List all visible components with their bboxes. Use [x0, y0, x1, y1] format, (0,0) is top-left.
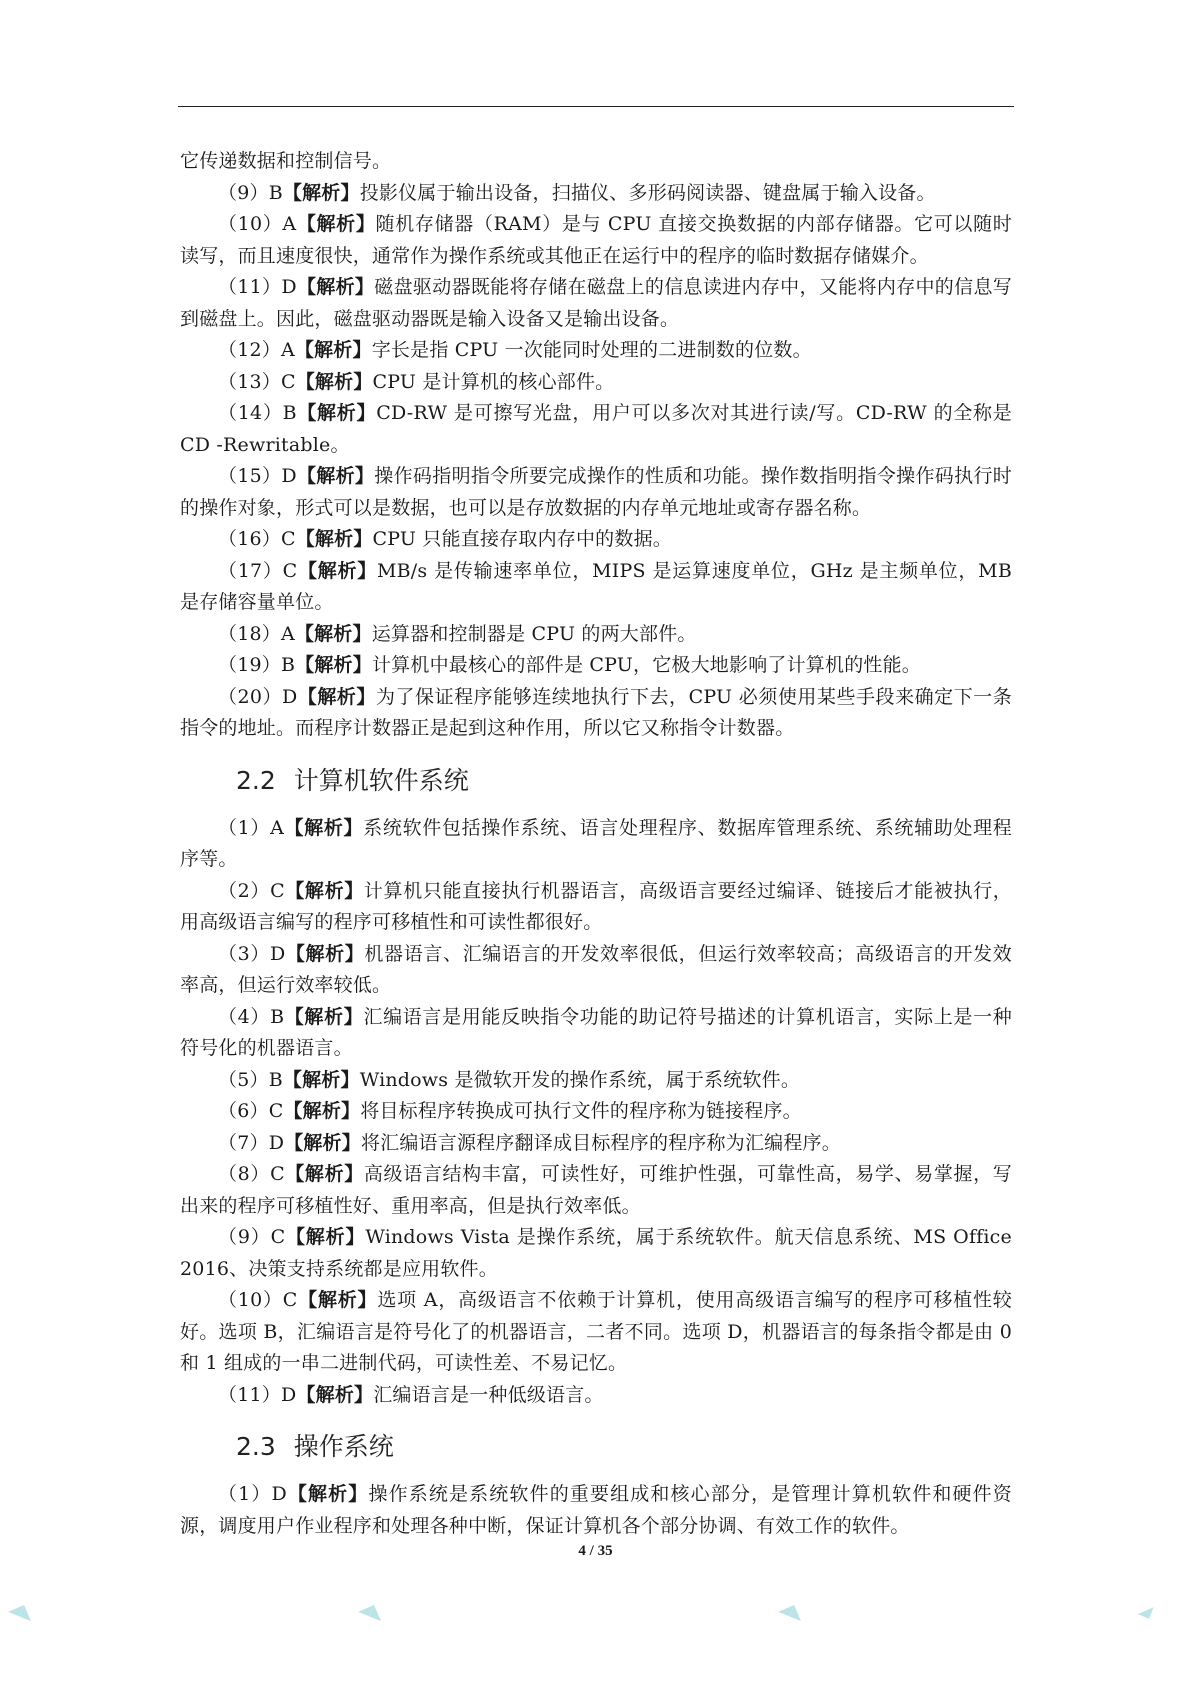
- analysis-tag: 【解析】: [282, 1068, 360, 1091]
- answer-letter: C: [280, 370, 296, 393]
- answer-item: [180, 1479, 1012, 1542]
- section-heading-2-2: [180, 761, 1012, 801]
- analysis-tag: 【解析】: [284, 1163, 364, 1185]
- analysis-tag: 【解析】: [295, 528, 373, 550]
- item-number: （1）: [218, 816, 271, 839]
- analysis-tag: 【解析】: [296, 465, 375, 487]
- answer-letter: C: [282, 559, 298, 582]
- analysis-text: 汇编语言是用能反映指令功能的助记符号描述的计算机语言，实际上是一种符号化的机器语言。: [180, 1005, 1012, 1059]
- analysis-text: Windows Vista 是操作系统，属于系统软件。航天信息系统、MS Office 2016、决策支持系统都是应用软件。: [180, 1226, 1012, 1280]
- analysis-tag: 【解析】: [297, 685, 376, 708]
- analysis-tag: 【解析】: [282, 181, 360, 204]
- answer-letter: D: [271, 1483, 287, 1505]
- page-body: [180, 146, 1012, 1542]
- analysis-text: CPU 只能直接存取内存中的数据。: [372, 528, 672, 550]
- item-number: （20）: [218, 685, 282, 708]
- answer-letter: A: [280, 339, 295, 361]
- answer-item: [180, 367, 1012, 399]
- answer-item: [180, 1002, 1012, 1065]
- analysis-tag: 【解析】: [295, 370, 373, 393]
- header-rule: [178, 106, 1014, 107]
- page-number: 4 / 35: [578, 1543, 613, 1559]
- analysis-text: 选项 A，高级语言不依赖于计算机，使用高级语言编写的程序可移植性较好。选项 B，汇编语言是符号化了的机器语言，二者不同。选项 D，机器语言的每条指令都是由 0 和 1 组成的一串二进制代码，可读性差、不易记忆。: [180, 1289, 1012, 1374]
- item-number: （15）: [218, 465, 282, 487]
- answer-letter: D: [280, 1383, 297, 1406]
- analysis-text: 操作系统是系统软件的重要组成和核心部分，是管理计算机软件和硬件资源，调度用户作业程序和处理各种中断，保证计算机各个部分协调、有效工作的软件。: [180, 1483, 1012, 1537]
- analysis-tag: 【解析】: [285, 942, 365, 965]
- answer-letter: B: [270, 1005, 285, 1028]
- watermark-logo: ◢◣: [357, 1596, 388, 1623]
- analysis-tag: 【解析】: [295, 654, 372, 676]
- analysis-tag: 【解析】: [283, 1100, 361, 1122]
- analysis-text: 运算器和控制器是 CPU 的两大部件。: [371, 622, 697, 645]
- item-number: （18）: [218, 622, 281, 645]
- watermark-logo: ◢◣: [777, 1596, 808, 1623]
- analysis-tag: 【解析】: [296, 276, 375, 298]
- answer-item: [180, 1065, 1012, 1097]
- answer-item: [180, 650, 1012, 682]
- item-number: （8）: [218, 1163, 271, 1185]
- analysis-tag: 【解析】: [285, 1226, 366, 1248]
- answer-item: [180, 1096, 1012, 1128]
- answer-letter: D: [270, 942, 286, 965]
- item-number: （12）: [218, 339, 281, 361]
- answers-block-1: [180, 178, 1012, 745]
- analysis-tag: 【解析】: [284, 1131, 361, 1154]
- analysis-tag: 【解析】: [284, 1005, 364, 1028]
- analysis-text: CPU 是计算机的核心部件。: [372, 370, 615, 393]
- analysis-tag: 【解析】: [296, 213, 376, 235]
- analysis-text: 操作码指明指令所要完成操作的性质和功能。操作数指明指令操作码执行时的操作对象，形式可以是数据，也可以是存放数据的内存单元地址或寄存器名称。: [180, 465, 1012, 519]
- analysis-text: 计算机中最核心的部件是 CPU，它极大地影响了计算机的性能。: [371, 654, 922, 676]
- item-number: （19）: [218, 654, 281, 676]
- answer-item: [180, 556, 1012, 619]
- answer-item: [180, 876, 1012, 939]
- item-number: （13）: [218, 370, 281, 393]
- analysis-tag: 【解析】: [284, 879, 364, 902]
- analysis-text: MB/s 是传输速率单位，MIPS 是运算速度单位，GHz 是主频单位，MB 是存储容量单位。: [180, 559, 1012, 613]
- section-heading-2-3: [180, 1427, 1012, 1467]
- section-number: 2.2: [236, 765, 276, 795]
- answer-item: [180, 1159, 1012, 1222]
- answer-item: [180, 619, 1012, 651]
- section-title: 计算机软件系统: [293, 765, 469, 795]
- answer-letter: C: [268, 1100, 284, 1122]
- answer-item: [180, 1128, 1012, 1160]
- item-number: （10）: [218, 213, 283, 235]
- answer-item: [180, 398, 1012, 461]
- answer-letter: C: [270, 879, 285, 902]
- answer-item: [180, 209, 1012, 272]
- analysis-text: 为了保证程序能够连续地执行下去，CPU 必须使用某些手段来确定下一条指令的地址。而程序计数器正是起到这种作用，所以它又称指令计数器。: [180, 685, 1012, 739]
- intro-paragraph: 它传递数据和控制信号。: [180, 150, 392, 172]
- analysis-tag: 【解析】: [297, 1289, 378, 1311]
- answers-block-3: [180, 1479, 1012, 1542]
- answer-letter: D: [281, 465, 297, 487]
- answer-letter: B: [268, 181, 283, 204]
- analysis-text: 高级语言结构丰富，可读性好，可维护性强，可靠性高，易学、易掌握，写出来的程序可移植性好、重用率高，但是执行效率低。: [180, 1163, 1012, 1217]
- item-number: （7）: [218, 1131, 269, 1154]
- analysis-tag: 【解析】: [294, 622, 372, 645]
- answer-item: [180, 272, 1012, 335]
- item-number: （11）: [218, 276, 282, 298]
- answer-item: [180, 524, 1012, 556]
- analysis-text: 投影仪属于输出设备，扫描仪、多形码阅读器、键盘属于输入设备。: [359, 181, 936, 204]
- watermark-logo: ◢◣: [7, 1596, 38, 1623]
- item-number: （11）: [218, 1383, 281, 1406]
- analysis-text: 字长是指 CPU 一次能同时处理的二进制数的位数。: [371, 339, 812, 361]
- item-number: （5）: [218, 1068, 269, 1091]
- answer-letter: C: [282, 1289, 298, 1311]
- analysis-text: CD-RW 是可擦写光盘，用户可以多次对其进行读/写。CD-RW 的全称是 CD -Rewritable。: [180, 402, 1012, 456]
- watermark-logo: ◢: [1136, 1598, 1156, 1621]
- item-number: （9）: [218, 1226, 271, 1248]
- item-number: （3）: [218, 942, 270, 965]
- analysis-tag: 【解析】: [286, 1483, 369, 1505]
- analysis-tag: 【解析】: [297, 559, 377, 582]
- answer-item: [180, 1285, 1012, 1380]
- item-number: （1）: [218, 1483, 272, 1505]
- analysis-tag: 【解析】: [296, 1383, 374, 1406]
- answers-block-2: [180, 813, 1012, 1412]
- section-number: 2.3: [236, 1432, 276, 1461]
- answer-item: [180, 1380, 1012, 1412]
- item-number: （6）: [218, 1100, 269, 1122]
- analysis-text: 将汇编语言源程序翻译成目标程序的程序称为汇编程序。: [360, 1131, 841, 1154]
- answer-letter: D: [282, 685, 298, 708]
- analysis-text: 汇编语言是一种低级语言。: [373, 1383, 604, 1406]
- item-number: （14）: [218, 402, 283, 424]
- analysis-tag: 【解析】: [296, 402, 377, 424]
- answer-letter: B: [280, 654, 296, 676]
- answer-item: [180, 178, 1012, 210]
- answer-letter: A: [270, 816, 285, 839]
- answer-letter: B: [282, 402, 297, 424]
- answer-letter: A: [280, 622, 295, 645]
- answer-item: [180, 939, 1012, 1002]
- answer-item: [180, 335, 1012, 367]
- answer-item: [180, 1222, 1012, 1285]
- analysis-text: 将目标程序转换成可执行文件的程序称为链接程序。: [360, 1100, 802, 1122]
- item-number: （17）: [218, 559, 283, 582]
- answer-letter: B: [268, 1068, 283, 1091]
- answer-letter: D: [268, 1131, 285, 1154]
- analysis-tag: 【解析】: [284, 816, 364, 839]
- analysis-text: 机器语言、汇编语言的开发效率很低，但运行效率较高；高级语言的开发效率高，但运行效率较低。: [180, 942, 1012, 996]
- answer-item: [180, 813, 1012, 876]
- item-number: （2）: [218, 879, 271, 902]
- answer-letter: C: [270, 1163, 285, 1185]
- item-number: （10）: [218, 1289, 283, 1311]
- answer-letter: C: [280, 528, 296, 550]
- analysis-tag: 【解析】: [294, 339, 372, 361]
- analysis-text: 计算机只能直接执行机器语言，高级语言要经过编译、链接后才能被执行，用高级语言编写的程序可移植性和可读性都很好。: [180, 879, 1012, 933]
- answer-letter: C: [270, 1226, 286, 1248]
- answer-letter: A: [282, 213, 297, 235]
- answer-item: [180, 461, 1012, 524]
- answer-item: [180, 682, 1012, 745]
- item-number: （4）: [218, 1005, 271, 1028]
- analysis-text: 系统软件包括操作系统、语言处理程序、数据库管理系统、系统辅助处理程序等。: [180, 816, 1012, 870]
- answer-letter: D: [281, 276, 297, 298]
- analysis-text: 随机存储器（RAM）是与 CPU 直接交换数据的内部存储器。它可以随时读写，而且速度很快，通常作为操作系统或其他正在运行中的程序的临时数据存储媒介。: [180, 213, 1012, 267]
- analysis-text: Windows 是微软开发的操作系统，属于系统软件。: [359, 1068, 801, 1091]
- item-number: （9）: [218, 181, 269, 204]
- section-title: 操作系统: [293, 1432, 394, 1461]
- analysis-text: 磁盘驱动器既能将存储在磁盘上的信息读进内存中，又能将内存中的信息写到磁盘上。因此，磁盘驱动器既是输入设备又是输出设备。: [180, 276, 1012, 330]
- item-number: （16）: [218, 528, 281, 550]
